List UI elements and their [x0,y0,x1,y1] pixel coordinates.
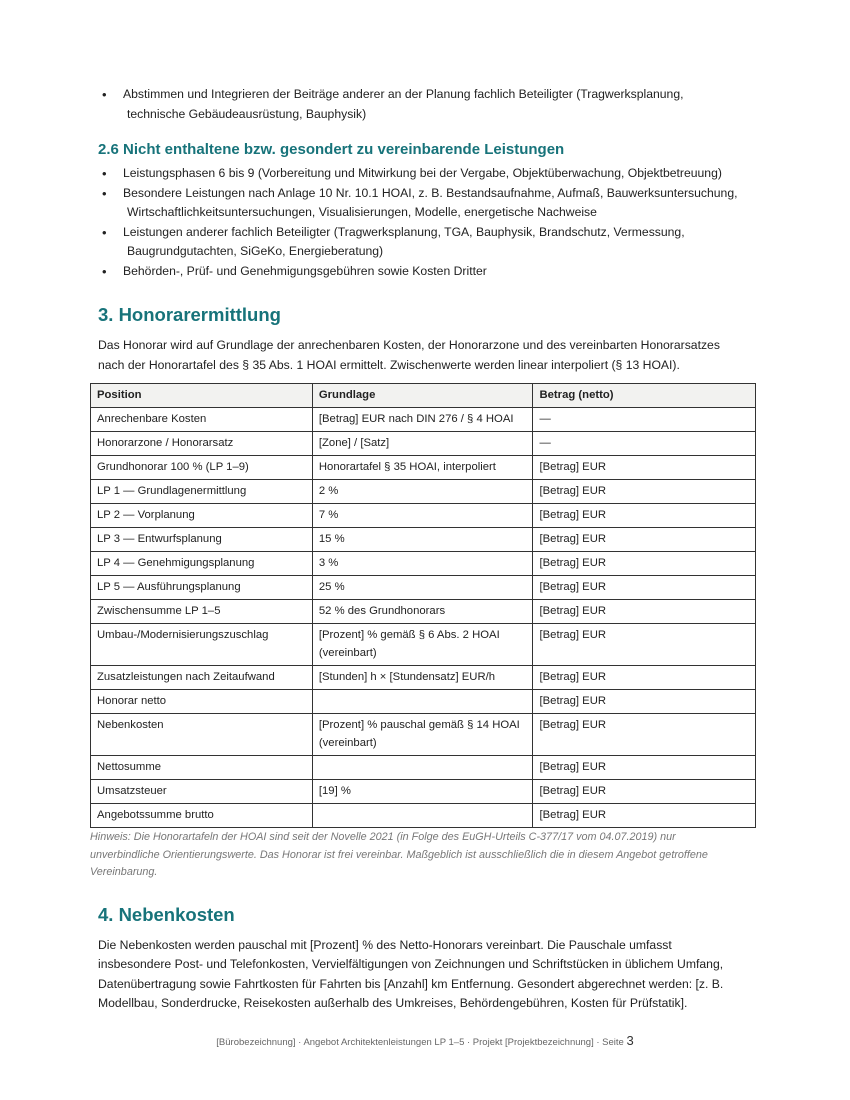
table-cell: [Betrag] EUR [533,690,756,714]
table-cell: 25 % [312,576,533,600]
table-row [91,528,756,552]
table-cell: 52 % des Grundhonorars [312,600,533,624]
table-cell: Honorartafel § 35 HOAI, interpoliert [312,456,533,480]
page-footer [0,1033,850,1048]
section-heading-4: 4. Nebenkosten [98,903,235,925]
bullet-icon: • [102,263,107,279]
table-cell: 3 % [312,552,533,576]
list-item: • Behörden-, Prüf- und Genehmigungsgebühren sowie Kosten Dritter [98,262,756,282]
page-number: 3 [626,1033,634,1048]
table-cell: Zwischensumme LP 1–5 [91,600,313,624]
table-cell: [Stunden] h × [Stundensatz] EUR/h [312,666,533,690]
fee-note: Hinweis: Die Honorartafeln der HOAI sind seit der Novelle 2021 (in Folge des EuGH-Urteils C-377/17 vom 04.07.2019) nur unverbindliche Orientierungswerte. Das Honorar ist frei vereinbar. Maßgeblich ist ausschließlich die in diesem Angebot getroffene Vereinbarung. [90,831,708,878]
table-cell [312,690,533,714]
list-item: • Leistungsphasen 6 bis 9 (Vorbereitung und Mitwirkung bei der Vergabe, Objektüberwachung, Objektbetreuung) [98,164,756,184]
table-cell: [Prozent] % pauschal gemäß § 14 HOAI (vereinbart) [312,714,533,756]
table-cell: [Zone] / [Satz] [312,432,533,456]
table-cell: 7 % [312,504,533,528]
table-cell: LP 1 — Grundlagenermittlung [91,480,313,504]
section-heading-3: 3. Honorarermittlung [98,304,281,325]
table-row [91,804,756,828]
table-row [91,756,756,780]
bullet-icon: • [102,185,107,201]
table-cell [312,756,533,780]
table-row [91,690,756,714]
table-cell: [Betrag] EUR [533,714,756,756]
table-row [91,666,756,690]
table-row [91,714,756,756]
bullet-icon: • [102,87,107,102]
table-cell: [Betrag] EUR [533,756,756,780]
table-cell: [Betrag] EUR [533,804,756,828]
table-cell: Nebenkosten [91,714,313,756]
bullet-icon: • [102,166,107,181]
table-row [91,552,756,576]
table-cell: Umsatzsteuer [91,780,313,804]
table-cell: [Betrag] EUR [533,624,756,666]
table-cell: LP 4 — Genehmigungsplanung [91,552,313,576]
table-cell: — [533,432,756,456]
list-item: • Leistungen anderer fachlich Beteiligter (Tragwerksplanung, TGA, Bauphysik, Brandschutz, Vermessung, Baugrundgutachten, SiGeKo, Energieberatung) [102,224,685,258]
table-header-row [91,384,756,408]
table-row [91,504,756,528]
table-row [91,480,756,504]
table-cell: LP 5 — Ausführungsplanung [91,576,313,600]
list-item: • Abstimmen und Integrieren der Beiträge anderer an der Planung fachlich Beteiligter (Tragwerksplanung, technische Gebäudeausrüstung, Bauphysik) [102,87,684,121]
table-cell: 2 % [312,480,533,504]
table-cell: [Betrag] EUR [533,600,756,624]
table-row [91,624,756,666]
table-cell: [Betrag] EUR [533,528,756,552]
fee-intro-paragraph: Das Honorar wird auf Grundlage der anrechenbaren Kosten, der Honorarzone und des vereinbarten Honorarsatzes nach der Honorartafel des § 35 Abs. 1 HOAI ermittelt. Zwischenwerte werden linear interpoliert (§ 13 HOAI). [98,338,720,372]
table-row [91,456,756,480]
table-cell: [Betrag] EUR [533,666,756,690]
table-row [91,576,756,600]
table-row [91,408,756,432]
table-cell: [19] % [312,780,533,804]
bullet-icon: • [102,224,107,240]
table-cell: Honorar netto [91,690,313,714]
section-heading-2-6: 2.6 Nicht enthaltene bzw. gesondert zu vereinbarende Leistungen [98,141,565,158]
table-cell: [Betrag] EUR [533,576,756,600]
table-cell: [Betrag] EUR [533,504,756,528]
table-cell: Zusatzleistungen nach Zeitaufwand [91,666,313,690]
table-cell: [Betrag] EUR [533,480,756,504]
table-cell: [Prozent] % gemäß § 6 Abs. 2 HOAI (vereinbart) [312,624,533,666]
table-cell: [Betrag] EUR [533,552,756,576]
document-page [90,85,756,1014]
table-row [91,780,756,804]
table-cell: Angebotssumme brutto [91,804,313,828]
table-cell: [Betrag] EUR [533,456,756,480]
table-cell: LP 3 — Entwurfsplanung [91,528,313,552]
excluded-services-list [98,164,756,281]
table-row [91,600,756,624]
top-bullet-list [98,85,756,124]
table-cell: [Betrag] EUR nach DIN 276 / § 4 HOAI [312,408,533,432]
footer-text: [Bürobezeichnung] · Angebot Architektenleistungen LP 1–5 · Projekt [Projektbezeichnung] · Seite [216,1037,624,1048]
table-cell: Anrechenbare Kosten [91,408,313,432]
table-cell [312,804,533,828]
table-cell: Nettosumme [91,756,313,780]
table-cell: 15 % [312,528,533,552]
additional-costs-paragraph: Die Nebenkosten werden pauschal mit [Prozent] % des Netto-Honorars vereinbart. Die Pauschale umfasst insbesondere Post- und Telefonkosten, Vervielfältigungen von Zeichnungen und Schriftstücken in üblichem Umfang, Datenübertragung sowie Fahrtkosten für Fahrten bis [Anzahl] km Entfernung. Gesondert abgerechnet werden: [z. B. Modellbau, Sonderdrucke, Reisekosten außerhalb des Umkreises, Behördengebühren, Kosten für Prüfstatik]. [98,937,724,1010]
table-cell: LP 2 — Vorplanung [91,504,313,528]
table-cell: Umbau-/Modernisierungszuschlag [91,624,313,666]
column-header-betrag: Betrag (netto) [533,384,756,408]
column-header-grundlage: Grundlage [312,384,533,408]
column-header-position: Position [91,384,313,408]
table-cell: Honorarzone / Honorarsatz [91,432,313,456]
table-row [91,432,756,456]
list-item: • Besondere Leistungen nach Anlage 10 Nr. 10.1 HOAI, z. B. Bestandsaufnahme, Aufmaß, Bauwerksuntersuchung, Wirtschaftlichkeitsuntersuchungen, Visualisierungen, Modelle, energetische Nachweise [102,185,738,219]
table-cell: Grundhonorar 100 % (LP 1–9) [91,456,313,480]
table-cell: — [533,408,756,432]
table-cell: [Betrag] EUR [533,780,756,804]
fee-table [90,383,756,828]
